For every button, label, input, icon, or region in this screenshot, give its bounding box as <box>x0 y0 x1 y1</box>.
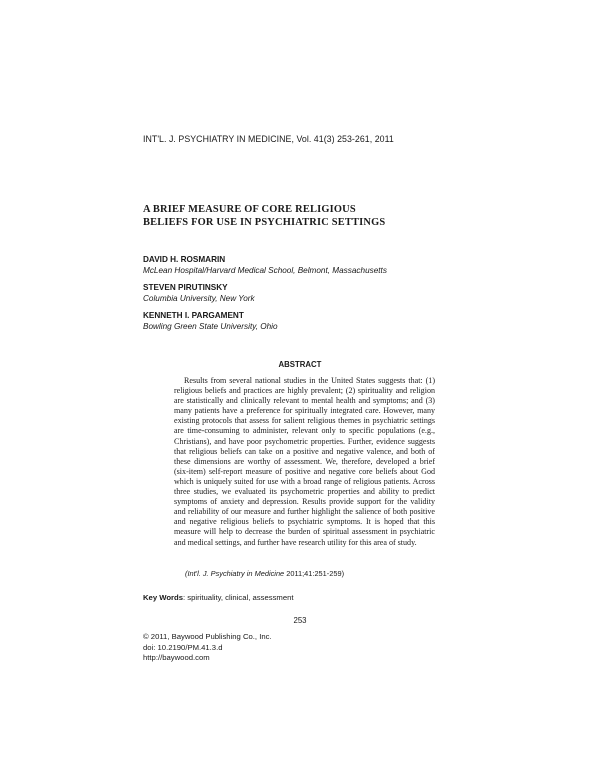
abstract-body: Results from several national studies in the United States suggests that: (1) religious beliefs and practices are highly prevalent; (2) spirituality and religion are statistically and clinically relevant to mental health and symptoms; and (3) many patients have a preference for spiritually integrated care. However, many existing protocols that assess for salient religious themes in psychiatric settings are time-consuming to administer, relevant only to specific populations (e.g., Christians), and have poor psychometric properties. Further, evidence suggests that religious beliefs can take on a positive and negative valence, and both of these dimensions are worthy of assessment. We, therefore, developed a brief (six-item) self-report measure of positive and negative core beliefs about God which is uniquely suited for use with a broad range of religious patients. Across three studies, we evaluated its psychometric properties and ability to predict symptoms of anxiety and depression. Results provide support for the validity and reliability of our measure and further highlight the salience of both positive and negative religious beliefs to psychiatric symptoms. It is hoped that this measure will help to decrease the burden of spiritual assessment in psychiatric and medical settings, and further have research utility for this area of study. <box>174 376 435 547</box>
author-name: DAVID H. ROSMARIN <box>143 255 226 264</box>
author-affiliation: McLean Hospital/Harvard Medical School, Belmont, Massachusetts <box>143 266 387 275</box>
citation-details: 2011;41:251-259) <box>284 569 345 578</box>
publisher-footer <box>143 632 272 664</box>
doi: doi: 10.2190/PM.41.3.d <box>143 642 223 652</box>
author-block <box>143 282 255 304</box>
journal-header: INT'L. J. PSYCHIATRY IN MEDICINE, Vol. 41(3) 253-261, 2011 <box>143 134 394 144</box>
author-block <box>143 310 278 332</box>
author-name: STEVEN PIRUTINSKY <box>143 283 228 292</box>
keywords <box>143 593 294 602</box>
publisher-url: http://baywood.com <box>143 653 210 662</box>
author-affiliation: Columbia University, New York <box>143 294 255 303</box>
keywords-values: : spirituality, clinical, assessment <box>183 593 294 602</box>
citation-journal: (Int'l. J. Psychiatry in Medicine <box>185 569 285 578</box>
author-name: KENNETH I. PARGAMENT <box>143 311 244 320</box>
title-line-2: BELIEFS FOR USE IN PSYCHIATRIC SETTINGS <box>143 216 386 228</box>
author-block <box>143 254 387 276</box>
keywords-label: Key Words <box>143 593 184 602</box>
title-line-1: A BRIEF MEASURE OF CORE RELIGIOUS <box>143 204 356 215</box>
abstract-heading: ABSTRACT <box>278 360 322 369</box>
page-number: 253 <box>293 616 307 625</box>
abstract-citation <box>185 569 344 578</box>
article-title <box>143 204 385 229</box>
author-affiliation: Bowling Green State University, Ohio <box>143 322 278 331</box>
copyright-notice: © 2011, Baywood Publishing Co., Inc. <box>143 632 272 641</box>
